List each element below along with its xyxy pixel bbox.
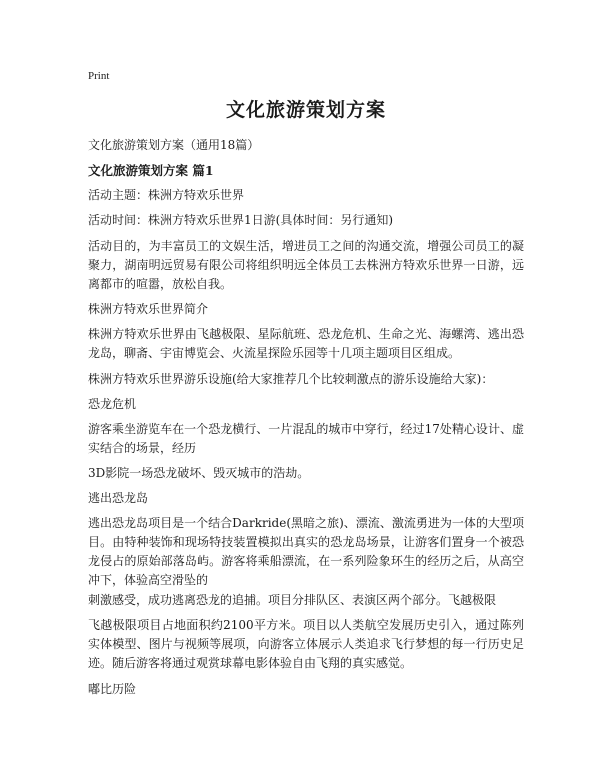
paragraph-escape-dino-cont: 刺激感受，成功逃离恐龙的追捕。项目分排队区、表演区两个部分。飞越极限 xyxy=(88,593,497,607)
paragraph-park-intro: 株洲方特欢乐世界由飞越极限、星际航班、恐龙危机、生命之光、海螺湾、逃出恐龙岛，聊斋、宇宙博览会、火流星探险乐园等十几项主题项目区组成。 xyxy=(88,327,524,360)
section-heading: 文化旅游策划方案 篇1 xyxy=(88,163,214,178)
print-link[interactable]: Print xyxy=(88,70,110,82)
paragraph-flying-extreme: 飞越极限项目占地面积约2100平方米。项目以人类航空发展历史引入，通过陈列实体模型、图片与视频等展项，向游客立体展示人类追求飞行梦想的每一行历史足迹。随后游客将通过观赏球幕电影体验自由飞翔的真实感觉。 xyxy=(88,618,524,670)
paragraph-park-intro-heading: 株洲方特欢乐世界简介 xyxy=(88,302,209,316)
paragraph-activity-time: 活动时间：株洲方特欢乐世界1日游(具体时间：另行通知) xyxy=(88,213,394,227)
paragraph-activity-purpose: 活动目的，为丰富员工的文娱生活，增进员工之间的沟通交流，增强公司员工的凝聚力，湖南明远贸易有限公司将组织明远全体员工去株洲方特欢乐世界一日游，远离都市的喧嚣，放松自我。 xyxy=(88,239,524,291)
paragraph-facilities-heading: 株洲方特欢乐世界游乐设施(给大家推荐几个比较刺激点的游乐设施给大家)： xyxy=(88,372,494,386)
paragraph-dino-crisis-heading: 恐龙危机 xyxy=(88,397,137,411)
paragraph-dino-crisis-cont: 3D影院一场恐龙破坏、毁灭城市的浩劫。 xyxy=(88,466,310,480)
document-title: 文化旅游策划方案 xyxy=(225,99,386,121)
document-subtitle: 文化旅游策划方案（通用18篇） xyxy=(88,138,260,152)
paragraph-escape-dino: 逃出恐龙岛项目是一个结合Darkride(黑暗之旅)、漂流、激流勇进为一体的大型项目。由特种装饰和现场特技装置模拟出真实的恐龙岛场景，让游客们置身一个被恐龙侵占的原始部落岛屿。游客将乘船漂流，在一系列险象环生的经历之后，从高空冲下，体验高空滑坠的 xyxy=(88,516,524,587)
paragraph-dino-crisis: 游客乘坐游览车在一个恐龙横行、一片混乱的城市中穿行，经过17处精心设计、虚实结合的场景，经历 xyxy=(88,422,524,455)
paragraph-escape-dino-heading: 逃出恐龙岛 xyxy=(88,491,149,505)
paragraph-dubi-adventure-heading: 嘟比历险 xyxy=(88,682,137,696)
paragraph-activity-theme: 活动主题：株洲方特欢乐世界 xyxy=(88,188,245,202)
